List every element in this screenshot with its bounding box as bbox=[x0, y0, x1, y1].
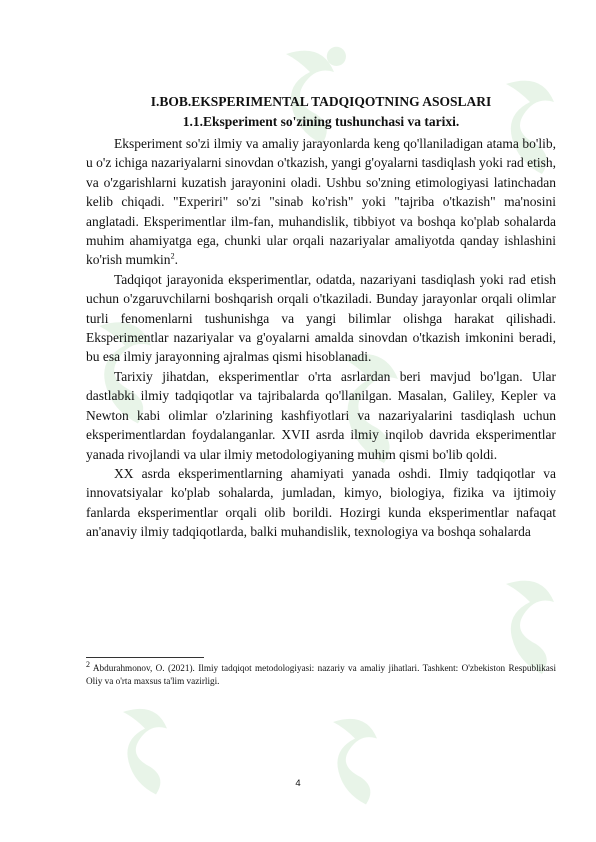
page-number: 4 bbox=[295, 778, 301, 789]
paragraph-text: Eksperiment so'zi ilmiy va amaliy jarayonlarda keng qo'llaniladigan atama bo'lib, u o'z ichiga nazariyalarni sinovdan o'tkazish, yangi g'oyalarni tasdiqlash yoki rad etish, va o'zgarishlarni kuzatish jarayonini oladi. Ushbu so'zning etimologiyasi latinchadan kelib chiqadi. "Experiri" so'zi "sinab ko'rish" yoki "tajriba o'tkazish" ma'nosini anglatadi. Eksperimentlar ilm-fan, muhandislik, tibbiyot va boshqa ko'plab sohalarda muhim ahamiyatga ega, chunki ular orqali nazariyalar amaliyotda qanday ishlashini ko'rish mumkin bbox=[86, 136, 556, 268]
section-title: 1.1.Eksperiment so'zining tushunchasi va tarixi. bbox=[182, 114, 460, 129]
paragraph-1 bbox=[86, 134, 556, 270]
paragraph-3: Tarixiy jihatdan, eksperimentlar o'rta asrlardan beri mavjud bo'lgan. Ular dastlabki ilmiy tadqiqotlar va tajribalarda qo'llanilgan. Masalan, Galiley, Kepler va Newton kabi olimlar o'zlarining kashfiyotlari va nazariyalarini tasdiqlash uchun eksperimentlardan foydalanganlar. XVII asrda ilmiy inqilob davrida eksperimentlar yanada rivojlandi va ular ilmiy metodologiyaning muhim qismi bo'lib qoldi. bbox=[86, 368, 556, 462]
paragraph-2: Tadqiqot jarayonida eksperimentlar, odatda, nazariyani tasdiqlash yoki rad etish uchun o'zgaruvchilarni boshqarish orqali o'tkaziladi. Bunday jarayonlar orqali olimlar turli fenomenlarni tushunishga va yangi bilimlar olishga harakat qilishadi. Eksperimentlar nazariyalar va g'oyalarni amalda sinovdan o'tkazish imkonini beradi, bu esa ilmiy jarayonning ajralmas qismi hisoblanadi. bbox=[86, 271, 556, 365]
footnote-reference[interactable]: 2 bbox=[170, 251, 175, 261]
paragraph-text-end: . bbox=[174, 252, 178, 268]
watermark-logo-icon bbox=[300, 700, 410, 810]
main-content bbox=[86, 92, 556, 542]
footnote-number: 2 bbox=[86, 659, 90, 669]
chapter-title: I.BOB.EKSPERIMENTAL TADQIQOTNING ASOSLARI bbox=[150, 94, 492, 109]
footnote-divider bbox=[86, 657, 204, 658]
footnote bbox=[86, 659, 556, 688]
footnote-text: Abdurahmonov, O. (2021). Ilmiy tadqiqot metodologiyasi: nazariy va amaliy jihatlari. Tashkent: O'zbekiston Respublikasi Oliy va o'rta maxsus ta'lim vazirligi. bbox=[86, 663, 556, 686]
paragraph-4: XX asrda eksperimentlarning ahamiyati yanada oshdi. Ilmiy tadqiqotlar va innovatsiyalar ko'plab sohalarda, jumladan, kimyo, biologiya, fizika va ijtimoiy fanlarda eksperimentlar orqali olib borildi. Hozirgi kunda eksperimentlar nafaqat an'anaviy ilmiy tadqiqotlarda, balki muhandislik, texnologiya va boshqa sohalarda bbox=[86, 465, 556, 540]
